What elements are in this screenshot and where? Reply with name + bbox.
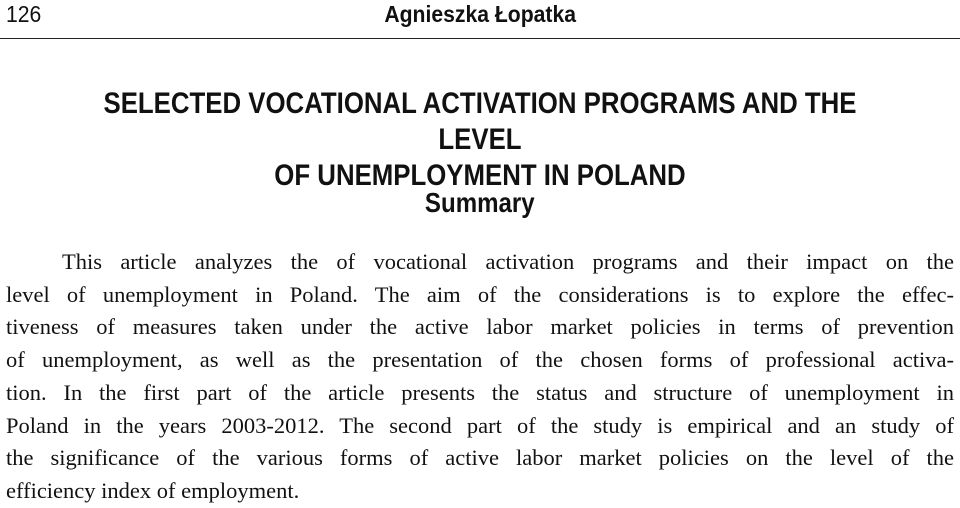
article-title: [0, 86, 960, 194]
running-head-author: [0, 0, 960, 28]
title-line-2: OF UNEMPLOYMENT IN POLAND: [274, 159, 686, 192]
page-header: [0, 0, 960, 38]
header-rule: [0, 38, 960, 39]
summary-abstract: [6, 246, 954, 508]
abstract-line: level of unemployment in Poland. The aim of the considerations is to explore the effec-: [6, 281, 954, 307]
abstract-line: tion. In the first part of the article presents the status and structure of unemployment in: [6, 379, 954, 405]
abstract-line: Poland in the years 2003-2012. The second part of the study is empirical and an study of: [6, 412, 954, 438]
title-line-1: SELECTED VOCATIONAL ACTIVATION PROGRAMS AND THE LEVEL: [103, 87, 857, 156]
abstract-line: tiveness of measures taken under the active labor market policies in terms of prevention: [6, 314, 954, 340]
author-name: Agnieszka Łopatka: [384, 1, 576, 27]
abstract-line: the significance of the various forms of active labor market policies on the level of the: [6, 445, 954, 471]
abstract-line: efficiency index of employment.: [6, 477, 300, 503]
abstract-line: This article analyzes the of vocational activation programs and their impact on the: [62, 249, 954, 274]
summary-heading-text: Summary: [425, 187, 535, 218]
page-number: 126: [6, 1, 42, 27]
abstract-line: of unemployment, as well as the presentation of the chosen forms of professional activa-: [6, 347, 954, 373]
summary-heading: [0, 186, 960, 220]
